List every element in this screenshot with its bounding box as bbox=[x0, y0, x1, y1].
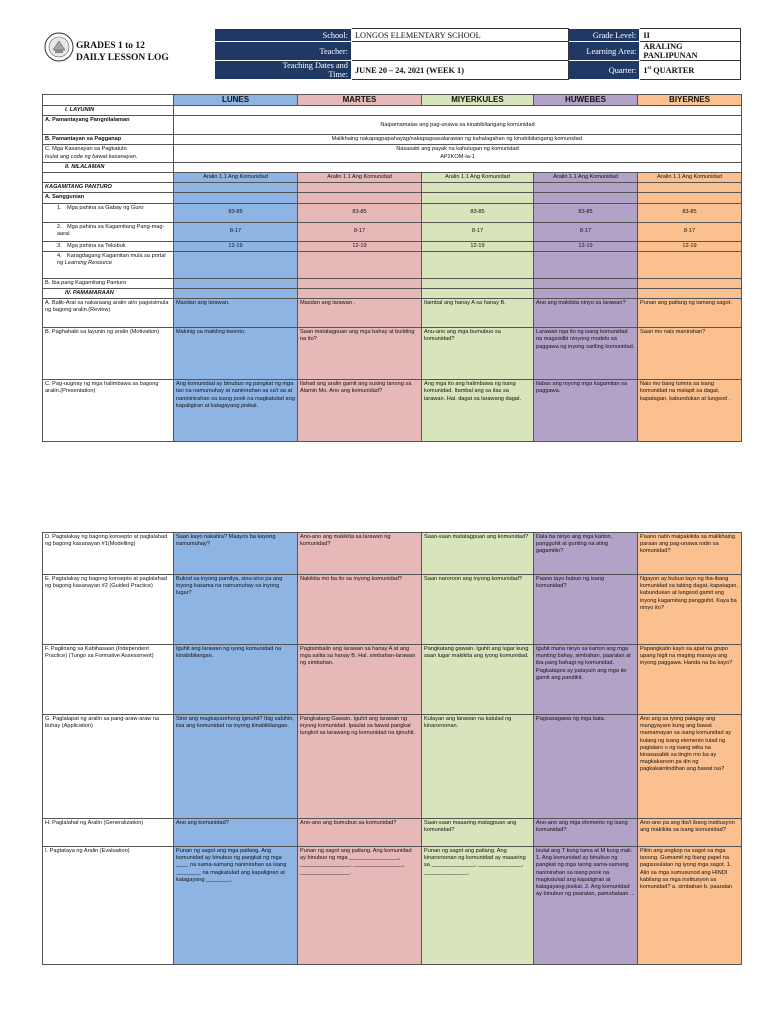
table-cell: Nakikita mo ba ito sa inyong komunidad? bbox=[298, 575, 422, 645]
day-header-martes: MARTES bbox=[298, 95, 422, 106]
brand-line-2: DAILY LESSON LOG bbox=[76, 53, 169, 63]
school-label: School: bbox=[215, 29, 352, 42]
grade-value: II bbox=[640, 29, 741, 42]
table-cell: Dala ba ninyo ang mga karton, pangguhit at gunting na ating gagamitin? bbox=[534, 533, 638, 575]
kasanayan-text: Nasasabi ang payak na kahulugan ng komunidad AP2KOM-Ia-1 bbox=[174, 145, 742, 162]
row-label-pagtalakay-2: E. Pagtalakay ng bagong konsepto at paglalahad ng bagong kasanayan #2 (Guided Practice) bbox=[43, 575, 174, 645]
section-pamamaraan: IV. PAMAMARAAN bbox=[43, 289, 174, 299]
row-label-pagtalakay-1: D. Pagtalakay ng bagong konsepto at paglalahad ng bagong kasanayan #1(Modelling) bbox=[43, 533, 174, 575]
ref3-lunes: 12-19 bbox=[174, 241, 298, 251]
row-label-kagamitang-pang-mag-aaral: 2. Mga pahina sa Kagamitang Pang-mag-aaral bbox=[43, 222, 174, 241]
row-label-balik-aral: A. Balik-Aral sa nakaraang aralin at/o pagsisimula ng bagong aralin.(Review) bbox=[43, 299, 174, 328]
ref1-huwebes: 83-85 bbox=[534, 203, 638, 222]
table-cell: Punan ng sagot ang patlang. Ang kinaroroonan ng komunidad ay maaaring sa ______________, ______________, ______________. bbox=[422, 847, 534, 965]
table-cell: Iguhit muna ninyo sa karton ang mga munting bahay, simbahan, paaralan at iba pang bahagi ng komunidad. Pagkatapos ay patayuin ang mga ito gamit ang pandikit. bbox=[534, 645, 638, 715]
pamantayang-pangnilalaman-text: Naipamamalas ang pag-unawa sa kinabibilangang komunidad bbox=[174, 116, 742, 135]
table-cell: Ngayon ay bubuo tayo ng iba-ibang komunidad sa tabing dagat, kapatagan, kabundukan at lungsod gamit ang inyong kagamitang pangguhit. Kaya ba ninyo ito? bbox=[638, 575, 742, 645]
section-layunin: I. LAYUNIN bbox=[43, 106, 174, 116]
lesson-log-table-top bbox=[42, 94, 742, 442]
area-value: ARALING PANLIPUNAN bbox=[640, 42, 741, 61]
ref2-lunes: 8-17 bbox=[174, 222, 298, 241]
pamantayan-sa-pagganap-text: Malikhaing nakapagpapahayag/nakapagsasalarawan ng kahalagahan ng kinabibilangang komunidad. bbox=[174, 135, 742, 145]
ref1-biyernes: 83-85 bbox=[638, 203, 742, 222]
table-cell: Saan naroroon ang inyong komunidad? bbox=[422, 575, 534, 645]
row-label-gabay-ng-guro: 1. Mga pahina sa Gabay ng Guro bbox=[43, 203, 174, 222]
table-cell: Punan ang patlang ng tamang sagot. bbox=[638, 299, 742, 328]
row-label-iba-pang-kagamitan: B. Iba pang Kagamitang Panturo bbox=[43, 278, 174, 288]
table-cell: Ang mga ito ang halimbawa ng isang komunidad. Itambal ang sa itas sa larawan. Hal. dagat sa larawang dagat. bbox=[422, 380, 534, 442]
table-cell: Paano tayo bubuo ng isang komunidad? bbox=[534, 575, 638, 645]
row-label-sanggunian: A. Sanggunian bbox=[43, 193, 174, 203]
ref3-huwebes: 12-19 bbox=[534, 241, 638, 251]
table-cell: Saan kayo nakatira? Maayos ba kayong namumuhay? bbox=[174, 533, 298, 575]
row-label-paglinang: F. Paglinang sa Kabihasaan (Independent Practice) (Tungo sa Formative Assessment) bbox=[43, 645, 174, 715]
table-cell: Saan matatagpuan ang mga bahay at building na ito? bbox=[298, 328, 422, 380]
table-cell: Masdan ang larawan . bbox=[298, 299, 422, 328]
table-cell: Itambal ang hanay A sa hanay B. bbox=[422, 299, 534, 328]
table-cell: Masdan ang larawan. bbox=[174, 299, 298, 328]
quarter-label: Quarter: bbox=[569, 61, 640, 80]
lesson-log-table-bottom bbox=[42, 532, 742, 965]
teacher-value bbox=[351, 42, 569, 61]
aralin-huwebes: Aralin 1.1 Ang Komunidad bbox=[534, 173, 638, 183]
ref2-biyernes: 8-17 bbox=[638, 222, 742, 241]
table-cell: Saan-saan matatagpuan ang komunidad? bbox=[422, 533, 534, 575]
day-header-miyerkules: MIYERKULES bbox=[422, 95, 534, 106]
row-label-paghahabi: B. Paghahabi sa layunin ng aralin (Motivation) bbox=[43, 328, 174, 380]
aralin-biyernes: Aralin 1.1 Ang Komunidad bbox=[638, 173, 742, 183]
section-nilalaman: II. NILALAMAN bbox=[43, 162, 174, 172]
table-cell: Papangkatin kayo sa apat na grupo upang higit na maging masaya ang inyong paggawa. Handa na ba kayo? bbox=[638, 645, 742, 715]
table-cell: Ano-ano ang bumubuo sa komunidad? bbox=[298, 819, 422, 847]
grade-label: Grade Level: bbox=[569, 29, 640, 42]
table-cell: Saan mo nais manirahan? bbox=[638, 328, 742, 380]
table-cell: Isulat ang T kung tama at M kung mali. 1. Ang komunidad ay binubuo ng pangkat ng mga taong sama-samang naninirahan sa isang pook na magkatulad ang kapaligiran at kalagayang pisikal. 2. Ang komunidad ay binubuo ng paaralan, pamahalaan ... bbox=[534, 847, 638, 965]
table-cell: Ano ang makikita ninyo sa larawan? bbox=[534, 299, 638, 328]
table-cell: Paano natin maipakikita sa malikhaing paraan ang pag-unawa natin sa komunidad? bbox=[638, 533, 742, 575]
day-header-huwebes: HUWEBES bbox=[534, 95, 638, 106]
ref2-huwebes: 8-17 bbox=[534, 222, 638, 241]
deped-seal-icon bbox=[44, 32, 74, 62]
ref3-martes: 12-19 bbox=[298, 241, 422, 251]
dates-label: Teaching Dates and Time: bbox=[215, 61, 352, 80]
document-header bbox=[42, 28, 741, 79]
row-label-paglalahat: H. Paglalahat ng Aralin (Generalization) bbox=[43, 819, 174, 847]
document-title bbox=[76, 40, 169, 64]
aralin-lunes: Aralin 1.1 Ang Komunidad bbox=[174, 173, 298, 183]
table-cell: Anu-ano ang mga bumubuo sa komunidad? bbox=[422, 328, 534, 380]
row-label-paglalapat: G. Paglalapat ng aralin sa pang-araw-araw na buhay (Application) bbox=[43, 715, 174, 819]
table-cell: Larawan nga ito ng isang komunidad na magsisilbi ninyong modelo sa paggawa ng inyong sariling komunidad. bbox=[534, 328, 638, 380]
table-cell: Piliin ang angkop na sagot sa mga tanong. Gumamit ng ibang papel na pagsusulatan ng iyong mga sagot. 1. Alin sa mga sumusunod ang HINDI kabilang sa mga institusyon sa komunidad? a. simbahan b. paaralan bbox=[638, 847, 742, 965]
row-label-teksbuk: 3. Mga pahina sa Teksbuk bbox=[43, 241, 174, 251]
table-cell: Pagsasagawa ng mga bata. bbox=[534, 715, 638, 819]
table-cell: Kulayan ang larawan na katulad ng kinaroroonan. bbox=[422, 715, 534, 819]
ref2-martes: 8-17 bbox=[298, 222, 422, 241]
quarter-value: 1st QUARTER bbox=[640, 61, 741, 80]
table-cell: Makinig sa maikling kwento. bbox=[174, 328, 298, 380]
table-cell: Ang komunidad ay binubuo ng pangkat ng mga tao na namumuhay at naninirahan sa sa't sa at nanininirahan sa isang pook na magkatulad ang kapaligiran at kalagayang pisikal. bbox=[174, 380, 298, 442]
day-header-biyernes: BIYERNES bbox=[638, 95, 742, 106]
ref1-miyerkules: 83-85 bbox=[422, 203, 534, 222]
school-value: LONGOS ELEMENTARY SCHOOL bbox=[351, 29, 569, 42]
table-cell: Iguhit ang larawan ng iyong komunidad na kinabibilangan. bbox=[174, 645, 298, 715]
row-label-pamantayan-sa-pagganap: B. Pamantayan sa Pagganap bbox=[43, 135, 174, 145]
table-cell: Saan-saan maaaring matagpuan ang komunidad? bbox=[422, 819, 534, 847]
row-label-pag-uugnay: C. Pag-uugnay ng mga halimbawa sa bagong aralin.(Presentation) bbox=[43, 380, 174, 442]
table-cell: Ilabas ang inyong mga kagamitan sa paggawa. bbox=[534, 380, 638, 442]
row-label-kasanayan: C. Mga Kasanayan sa Pagkatuto Isulat ang code ng bawat kasanayan. bbox=[43, 145, 174, 162]
table-cell: Ano-ano ang mga elemento ng isang komunidad? bbox=[534, 819, 638, 847]
table-cell: Ilahad ang aralin gamit ang susing tanong sa Alamin Mo. Ano ang komunidad? bbox=[298, 380, 422, 442]
table-cell: Punan ng sagot ang mga patlang. Ang komunidad ay binubuo ng pangkat ng mga ____ na sama-samang naninirahan sa isang ________ na magkatulad ang kapaligiran at kalagayang ________. bbox=[174, 847, 298, 965]
day-header-lunes: LUNES bbox=[174, 95, 298, 106]
teacher-label: Teacher: bbox=[215, 42, 352, 61]
ref1-martes: 83-85 bbox=[298, 203, 422, 222]
table-cell: Nais mo bang tumira sa isang komunidad na malapit sa dagat, kapatagan, kabundukan at lungsod . bbox=[638, 380, 742, 442]
table-cell: Bukod sa inyong pamilya, sinu-sino pa ang inyong kasama na namumuhay sa inyong lugar? bbox=[174, 575, 298, 645]
table-cell: Sino ang magkaparehong iginuhit? Ibig sabihin, iisa ang komunidad na inyong kinabibilangan. bbox=[174, 715, 298, 819]
table-cell: Ano-ano ang makikita sa larawan ng komunidad? bbox=[298, 533, 422, 575]
table-cell: Pagtambalin ang larawan sa hanay A at ang mga salita sa hanay B. Hal. simbahan-larawan ng simbahan. bbox=[298, 645, 422, 715]
ref3-biyernes: 12-19 bbox=[638, 241, 742, 251]
dates-value: JUNE 20 – 24, 2021 (WEEK 1) bbox=[351, 61, 569, 80]
table-cell: Ano-ano pa ang iba't ibang institusyon ang makikita sa isang komunidad? bbox=[638, 819, 742, 847]
row-label-pamantayang-pangnilalaman: A. Pamantayang Pangnilalaman bbox=[43, 116, 174, 135]
header-info-table bbox=[214, 28, 741, 80]
table-cell: Ano ang sa iyong palagay ang mangyayare kung ang bawat mamamayan sa isang komunidad ay kulang ng isang elemento tulad ng paglalaro o ng isang wika na kinasasabik sa tingin mo ba ay magkakaroon pa din ng pagkakaintindihan ang bawat isa? bbox=[638, 715, 742, 819]
table-cell: Pangkatang gawain. Iguhit ang lugar kung saan lugar makikita ang iyong komunidad. bbox=[422, 645, 534, 715]
table-cell: Ano ang komunidad? bbox=[174, 819, 298, 847]
area-label: Learning Area: bbox=[569, 42, 640, 61]
table-cell: Punan ng sagot ang patlang. Ang komunidad ay binubuo ng mga ________________, ________________, ________________, ________________. bbox=[298, 847, 422, 965]
ref3-miyerkules: 12-19 bbox=[422, 241, 534, 251]
aralin-miyerkules: Aralin 1.1 Ang Komunidad bbox=[422, 173, 534, 183]
corner-cell bbox=[43, 95, 174, 106]
ref2-miyerkules: 8-17 bbox=[422, 222, 534, 241]
ref1-lunes: 83-85 bbox=[174, 203, 298, 222]
table-cell: Pangkatang Gawain. Iguhit ang larawan ng inyong komunidad. Ipaulat sa bawat pangkat tungkol sa larawang ng komunidad na iginuhit. bbox=[298, 715, 422, 819]
row-label-pagtataya: I. Pagtataya ng Aralin (Evaluation) bbox=[43, 847, 174, 965]
section-kagamitang-panturo: KAGAMITANG PANTURO bbox=[43, 183, 174, 193]
brand-line-1: GRADES 1 to 12 bbox=[76, 41, 145, 51]
aralin-martes: Aralin 1.1 Ang Komunidad bbox=[298, 173, 422, 183]
row-label-karagdagang-kagamitan: 4. Karagdagang Kagamitan mula sa portal ng Learning Resource bbox=[43, 251, 174, 278]
